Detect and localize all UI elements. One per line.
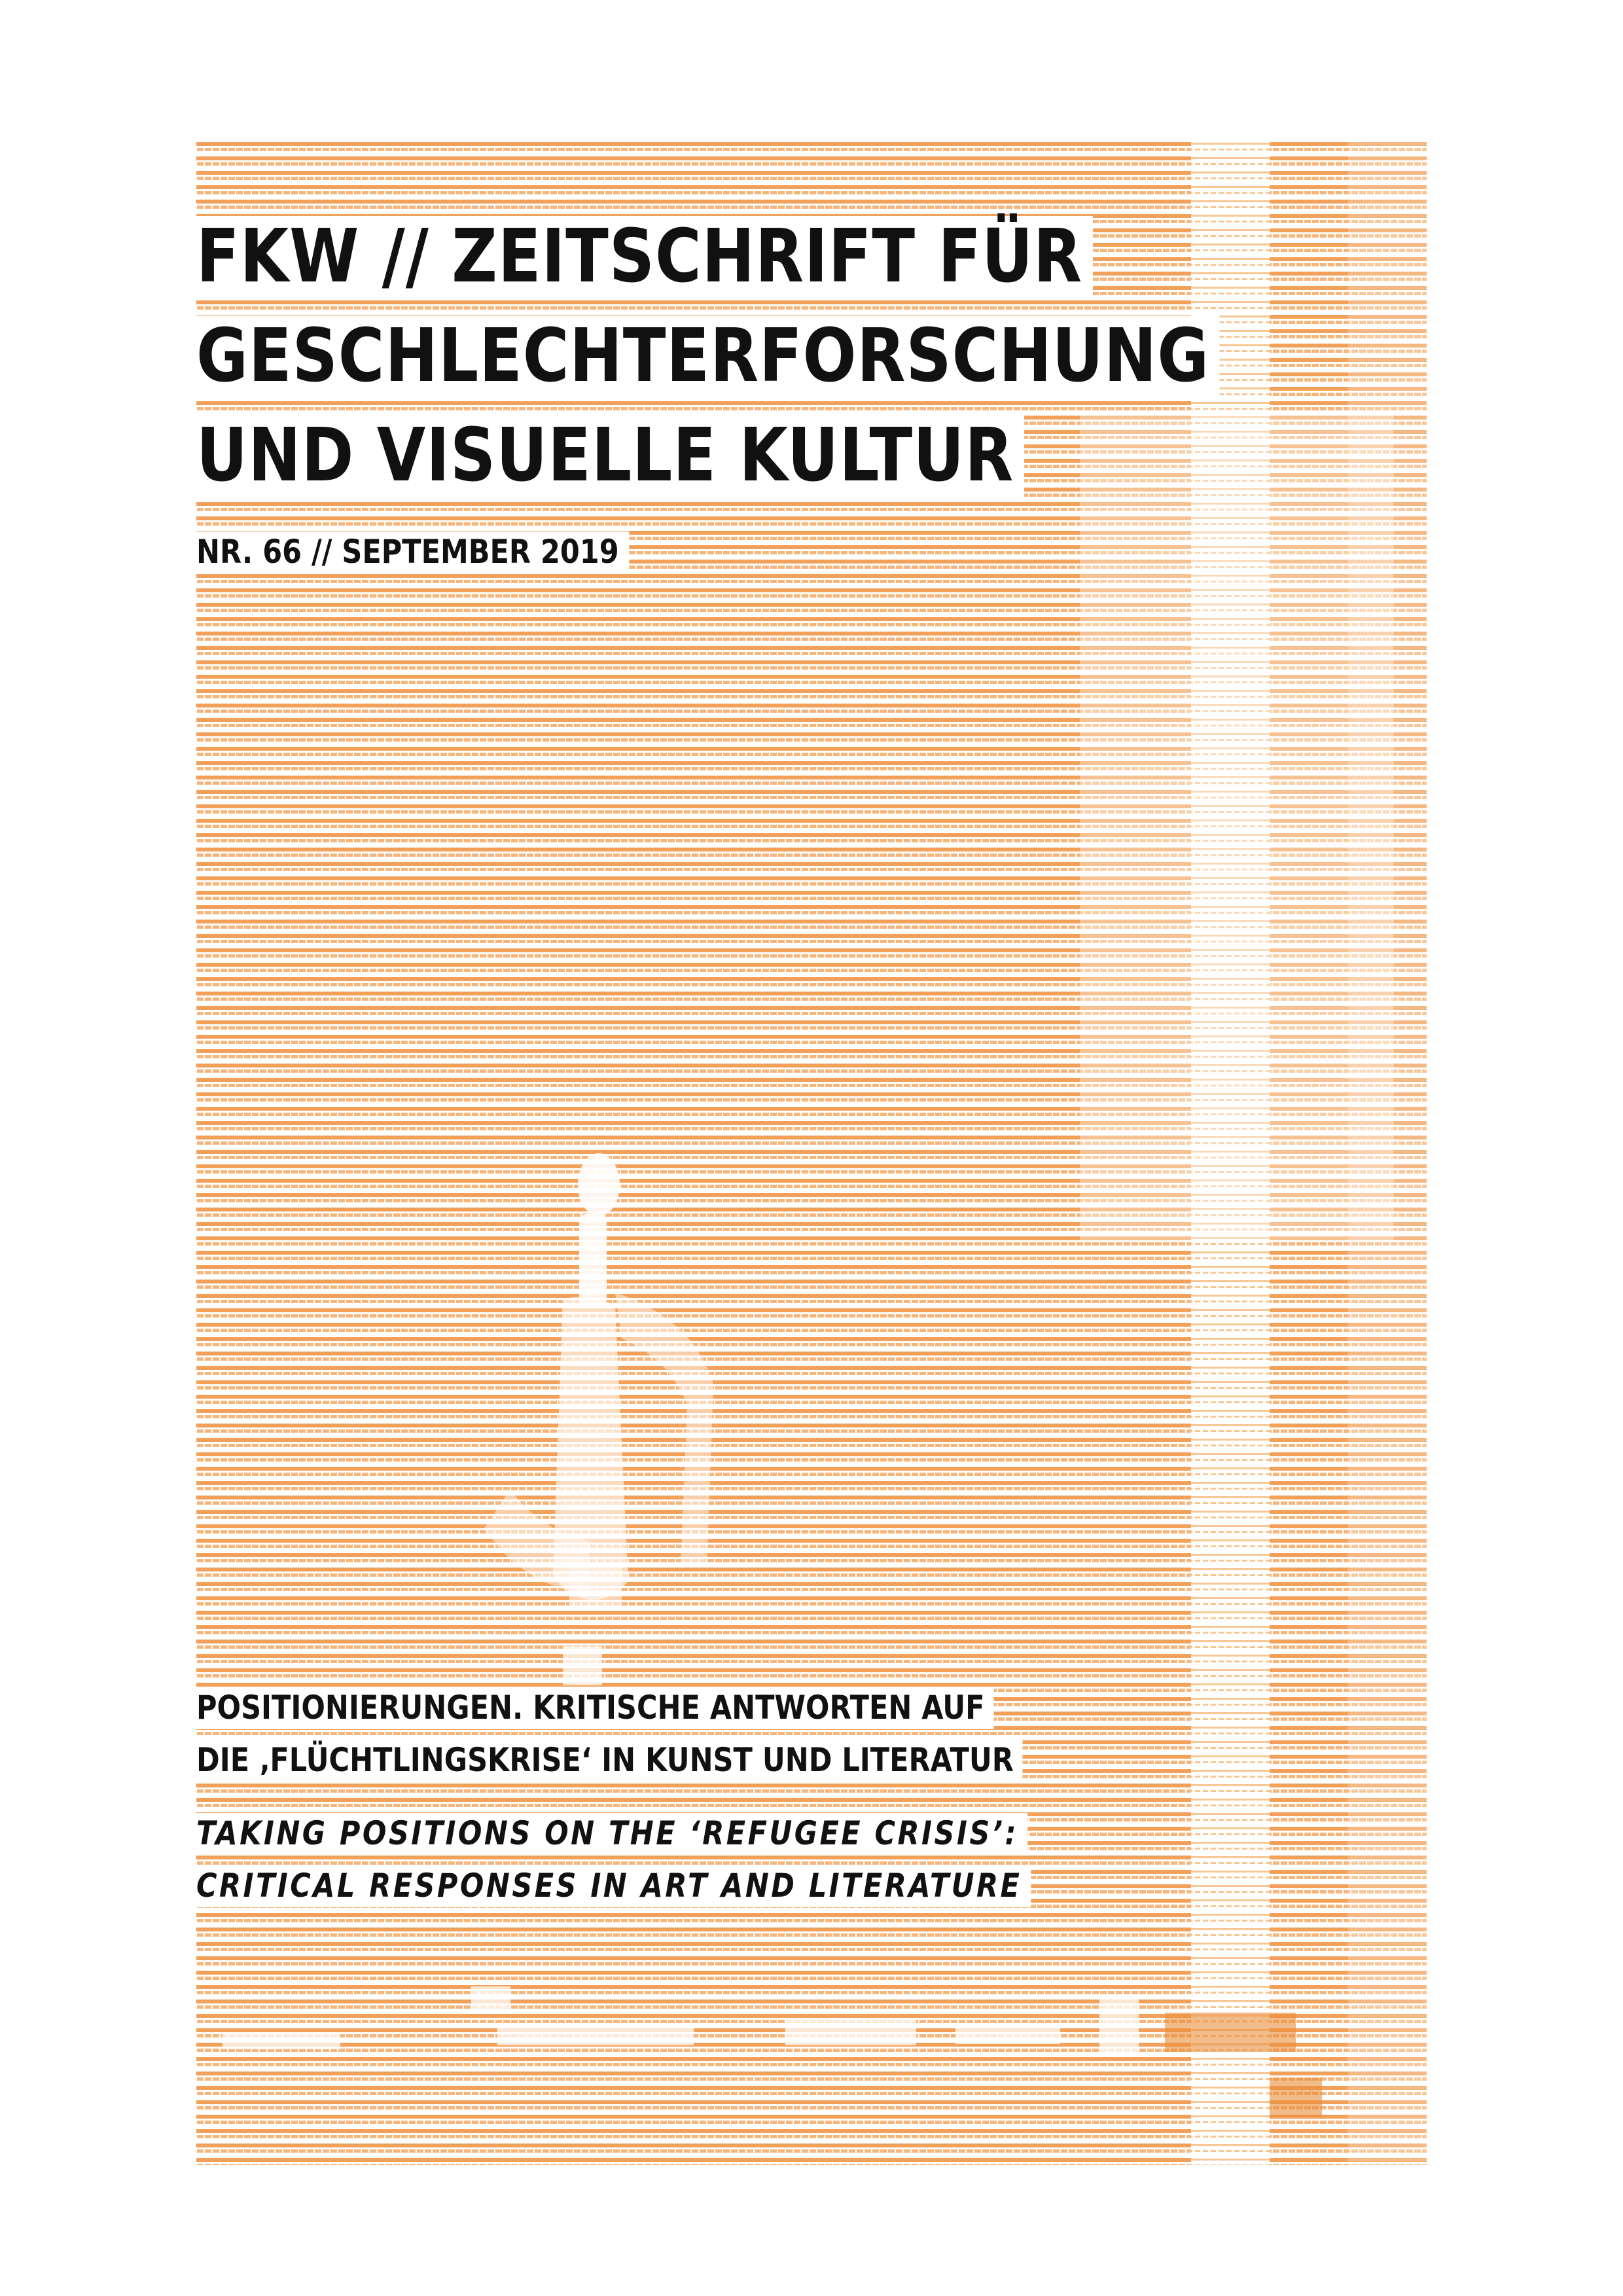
topic-english-line-1: TAKING POSITIONS ON THE ‘REFUGEE CRISIS’:	[196, 1813, 1027, 1855]
journal-title-line-3: UND VISUELLE KULTUR	[196, 415, 1024, 499]
topic-english-line-2: CRITICAL RESPONSES IN ART AND LITERATURE	[196, 1865, 1031, 1907]
journal-title-line-1: FKW // ZEITSCHRIFT FÜR	[196, 216, 1093, 300]
issue-number: NR. 66 // SEPTEMBER 2019	[196, 531, 629, 573]
topic-german-line-2: DIE ‚FLÜCHTLINGSKRISE‘ IN KUNST UND LITERATUR	[196, 1740, 1023, 1782]
journal-title-line-2: GESCHLECHTERFORSCHUNG	[196, 315, 1220, 399]
topic-german-line-1: POSITIONIERUNGEN. KRITISCHE ANTWORTEN AUF	[196, 1687, 993, 1729]
